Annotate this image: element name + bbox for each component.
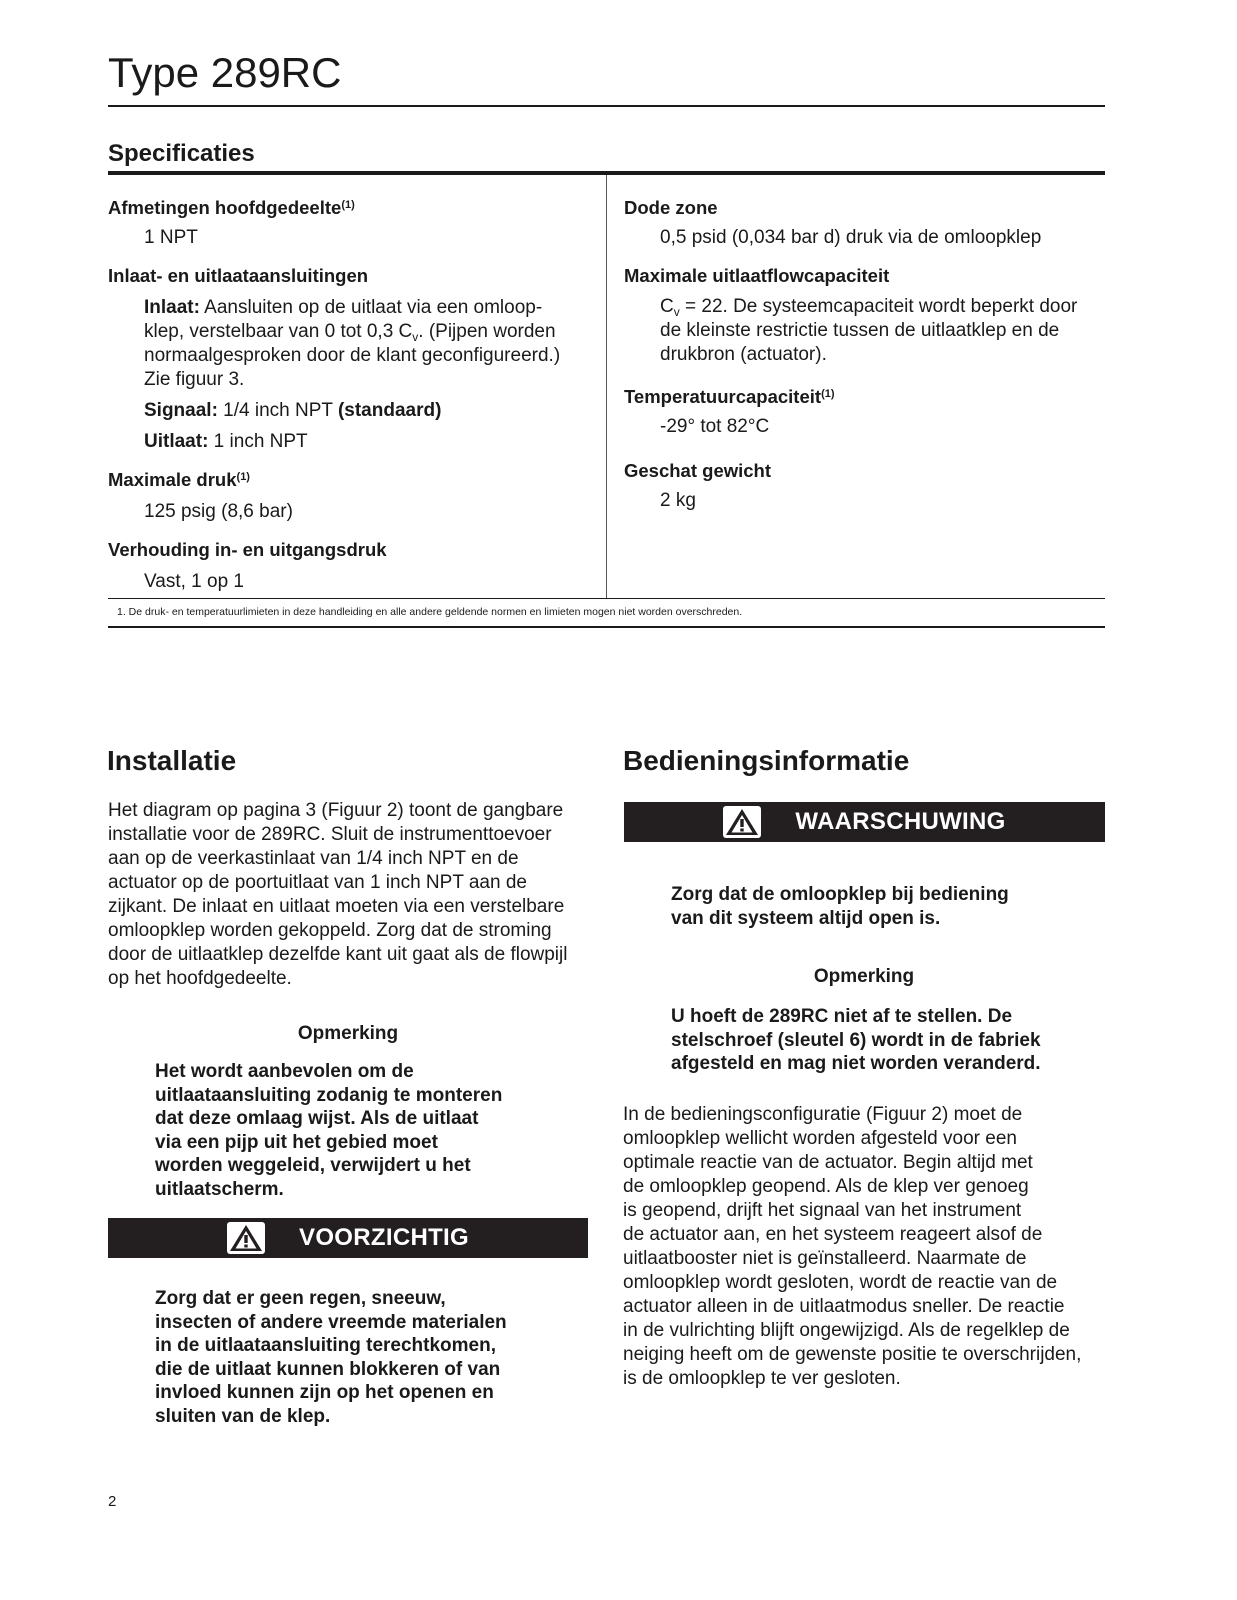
specifications-column-divider [606, 175, 607, 599]
installation-heading: Installatie [107, 745, 237, 776]
specifications-heading: Specificaties [108, 140, 255, 167]
footnote-top-rule [108, 598, 1105, 599]
title-rule [108, 105, 1105, 107]
deadband-label: Dode zone [624, 197, 718, 218]
temperature-value: -29° tot 82°C [660, 416, 770, 437]
specifications-right-column [624, 196, 1104, 513]
installation-note-text: Het wordt aanbevolen om de uitlaataansluiting zodanig te monteren dat deze omlaag wijst. Als de uitlaat via een pijp uit het gebied moet worden weggeleid, verwijdert u het uitlaatscherm. [155, 1061, 503, 1200]
caution-banner [108, 1218, 588, 1258]
pressure-ratio-label: Verhouding in- en uitgangsdruk [108, 539, 387, 560]
operation-paragraph: In de bedieningsconfiguratie (Figuur 2) moet de omloopklep wellicht worden afgesteld voor een optimale reactie van de actuator. Begin altijd met de omloopklep geopend. Als de klep ver genoeg is geopend, drijft het signaal van het instrument de actuator aan, en het systeem reageert alsof de uitlaatbooster niet is geïnstalleerd. Naarmate de omloopklep wordt gesloten, wordt de reactie van de actuator alleen in de uitlaatmodus sneller. De reactie in de vulrichting blijft ongewijzigd. Als de regelklep de neiging heeft om de gewenste positie te overschrijden, is de omloopklep te ver gesloten. [623, 1104, 1082, 1389]
document-title: Type 289RC [108, 49, 342, 96]
warning-banner [624, 802, 1105, 842]
warning-triangle-icon [723, 806, 761, 838]
max-pressure-label: Maximale druk$^{(1)}$ [108, 469, 250, 490]
warning-text: Zorg dat de omloopklep bij bediening van dit systeem altijd open is. [671, 884, 1009, 929]
inlet-spec: Inlaat: Aansluiten op de uitlaat via een omloop- klep, verstelbaar van 0 tot 0,3 $C_v$. (Pijpen worden normaalgesproken door de klant geconfigureerd.) Zie figuur 3. [144, 297, 561, 390]
outlet-spec: Uitlaat: 1 inch NPT [144, 431, 308, 452]
connections-label: Inlaat- en uitlaataansluitingen [108, 265, 369, 286]
installation-note-title: Opmerking [297, 1023, 399, 1044]
weight-value: 2 kg [660, 490, 696, 511]
flow-capacity-value: $C_v = 22$. De systeemcapaciteit wordt beperkt door de kleinste restrictie tussen de uitlaatklep en de drukbron (actuator). [660, 296, 1078, 365]
page-number: 2 [108, 1493, 117, 1510]
body-size-value: 1 NPT [144, 227, 198, 248]
installation-paragraph: Het diagram op pagina 3 (Figuur 2) toont de gangbare installatie voor de 289RC. Sluit de instrumenttoevoer aan op de veerkastinlaat van 1/4 inch NPT en de actuator op de poortuitlaat van 1 inch NPT aan de zijkant. De inlaat en uitlaat moeten via een verstelbare omloopklep worden gekoppeld. Zorg dat de stroming door de uitlaatklep dezelfde kant uit gaat als de flowpijl op het hoofdgedeelte. [108, 800, 568, 989]
max-pressure-value: 125 psig (8,6 bar) [144, 501, 293, 522]
weight-label: Geschat gewicht [624, 460, 772, 481]
operation-note-title: Opmerking [813, 966, 915, 987]
operation-note-text: U hoeft de 289RC niet af te stellen. De stelschroef (sleutel 6) wordt in de fabriek afgesteld en mag niet worden veranderd. [671, 1006, 1041, 1074]
deadband-value: 0,5 psid (0,034 bar d) druk via de omloopklep [660, 227, 1042, 248]
temperature-label: Temperatuurcapaciteit$^{(1)}$ [624, 386, 835, 407]
operation-heading: Bedieningsinformatie [623, 745, 910, 776]
specifications-left-column [108, 196, 598, 594]
caution-text: Zorg dat er geen regen, sneeuw, insecten of andere vreemde materialen in de uitlaataansluiting terechtkomen, die de uitlaat kunnen blokkeren of van invloed kunnen zijn op het openen en sluiten van de klep. [155, 1288, 507, 1427]
flow-capacity-label: Maximale uitlaatflowcapaciteit [624, 265, 890, 286]
caution-label: VOORZICHTIG [299, 1224, 469, 1251]
footnote-bottom-rule [108, 626, 1105, 628]
pressure-ratio-value: Vast, 1 op 1 [144, 571, 244, 592]
signal-spec: Signaal: 1/4 inch NPT (standaard) [144, 400, 442, 421]
body-size-label: Afmetingen hoofdgedeelte$^{(1)}$ [108, 197, 355, 218]
warning-label: WAARSCHUWING [795, 808, 1006, 835]
specifications-footnote: 1. De druk- en temperatuurlimieten in deze handleiding en alle andere geldende normen en limieten mogen niet worden overschreden. [117, 606, 743, 618]
warning-triangle-icon [227, 1222, 265, 1254]
